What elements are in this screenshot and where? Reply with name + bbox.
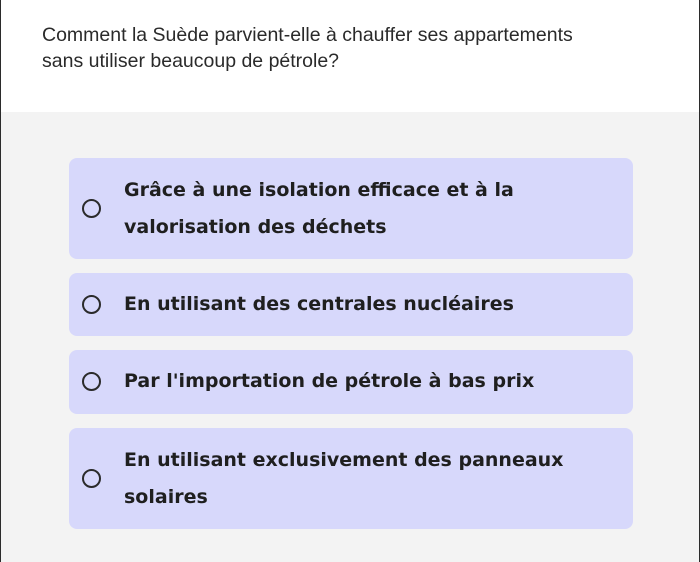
answer-option-label: En utilisant des centrales nucléaires <box>124 293 514 315</box>
answer-option-1[interactable] <box>69 158 633 259</box>
answer-option-label: En utilisant exclusivement des panneaux solaires <box>124 449 564 508</box>
answer-option-label: Par l'importation de pétrole à bas prix <box>124 370 535 392</box>
answer-option-3[interactable] <box>69 350 633 414</box>
radio-button-icon[interactable] <box>82 469 101 488</box>
answer-option-2[interactable] <box>69 273 633 336</box>
radio-button-icon[interactable] <box>82 199 101 218</box>
answer-option-4[interactable] <box>69 428 633 529</box>
question-text: Comment la Suède parvient-elle à chauffer ses appartements sans utiliser beaucoup de pétrole? <box>42 24 573 72</box>
radio-button-icon[interactable] <box>82 372 101 391</box>
answer-option-label: Grâce à une isolation efficace et à la valorisation des déchets <box>124 179 514 238</box>
question-section <box>1 0 699 112</box>
radio-button-icon[interactable] <box>82 295 101 314</box>
